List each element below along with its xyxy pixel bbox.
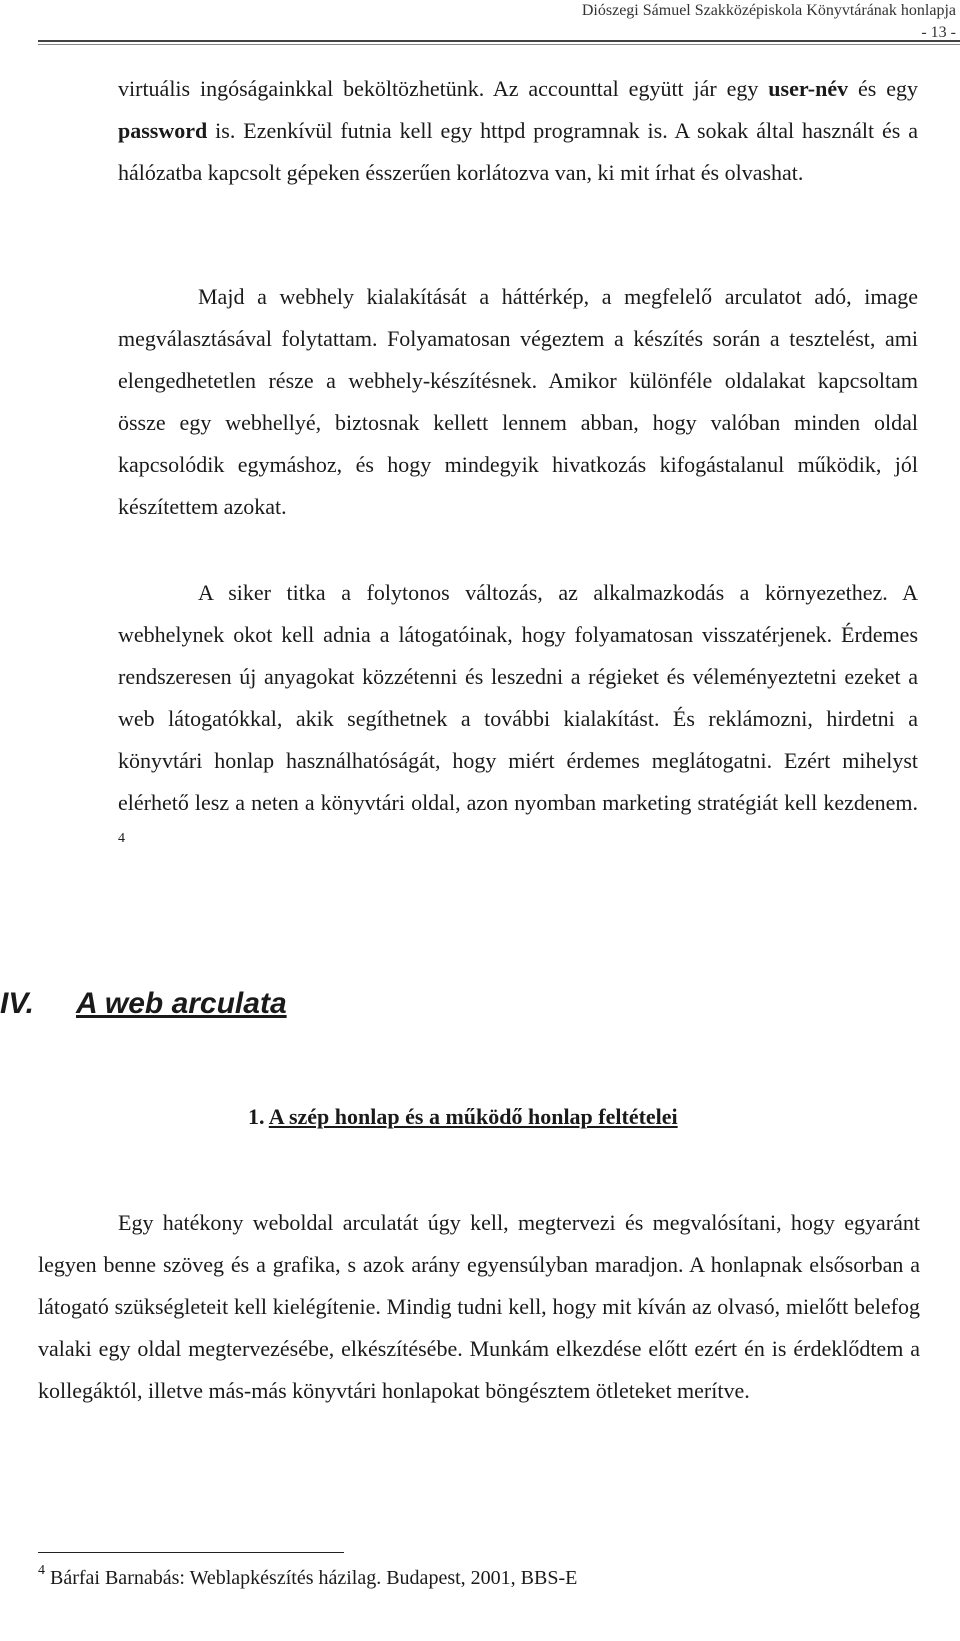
footnote	[38, 1564, 577, 1592]
section-number: 1.	[248, 1104, 265, 1129]
header-rule	[38, 40, 960, 42]
footnote-reference[interactable]: 4	[118, 831, 125, 846]
paragraph-1-text-c: is. Ezenkívül futnia kell egy httpd programnak is. A sokak által használt és a hálózatba kapcsolt gépeken ésszerűen korlátozva van, ki mit írhat és olvashat.	[118, 118, 918, 185]
paragraph-3	[118, 572, 918, 866]
section-title: A szép honlap és a működő honlap feltételei	[268, 1104, 678, 1129]
paragraph-1	[118, 68, 918, 194]
chapter-title: A web arculata	[76, 987, 287, 1020]
header-rule-thin	[38, 44, 960, 45]
chapter-heading	[0, 984, 287, 1024]
running-header	[582, 0, 956, 44]
header-title: Diószegi Sámuel Szakközépiskola Könyvtárának honlapja	[581, 2, 956, 19]
bold-term-username: user-név	[768, 76, 849, 101]
paragraph-2: Majd a webhely kialakítását a háttérkép, a megfelelő arculatot adó, image megválasztásával folytattam. Folyamatosan végeztem a készítés során a tesztelést, ami elengedhetetlen része a webhely-készítésnek. Amikor különféle oldalakat kapcsoltam össze egy webhellyé, biztosnak kellett lennem abban, hogy valóban minden oldal kapcsolódik egymáshoz, és hogy mindegyik hivatkozás kifogástalanul működik, jól készítettem azokat.	[118, 284, 918, 519]
bold-term-password: password	[118, 118, 208, 143]
paragraph-4: Egy hatékony weboldal arculatát úgy kell, megtervezi és megvalósítani, hogy egyaránt legyen benne szöveg és a grafika, s azok arány egyensúlyban maradjon. A honlapnak elsősorban a látogató szükségleteit kell kielégítenie. Mindig tudni kell, hogy mit kíván az olvasó, mielőtt belefog valaki egy oldal megtervezésébe, elkészítésébe. Munkám elkezdése előtt ezért én is érdeklődtem a kollegáktól, illetve más-más könyvtári honlapokat böngésztem ötleteket merítve.	[38, 1210, 920, 1403]
paragraph-1-text-b: és egy	[848, 76, 919, 101]
footnote-separator	[38, 1552, 344, 1553]
page-number: - 13 -	[921, 24, 956, 41]
paragraph-3-text: A siker titka a folytonos változás, az alkalmazkodás a környezethez. A webhelynek okot kell adnia a látogatóinak, hogy folyamatosan visszatérjenek. Érdemes rendszeresen új anyagokat közzétenni és leszedni a régieket és véleményeztetni ezeket a web látogatókkal, akik segíthetnek a további kialakítást. És reklámozni, hirdetni a könyvtári honlap használhatóságát, hogy miért érdemes meglátogatni. Ezért mihelyst elérhető lesz a neten a könyvtári oldal, azon nyomban marketing stratégiát kell kezdenem.	[118, 580, 918, 815]
paragraph-1-text-a: virtuális ingóságainkkal beköltözhetünk. Az accounttal együtt jár egy	[118, 76, 769, 101]
chapter-number: IV.	[0, 987, 34, 1020]
footnote-text: Bárfai Barnabás: Weblapkészítés házilag. Budapest, 2001, BBS-E	[50, 1567, 578, 1589]
footnote-marker: 4	[38, 1563, 45, 1578]
section-heading	[248, 1100, 678, 1134]
